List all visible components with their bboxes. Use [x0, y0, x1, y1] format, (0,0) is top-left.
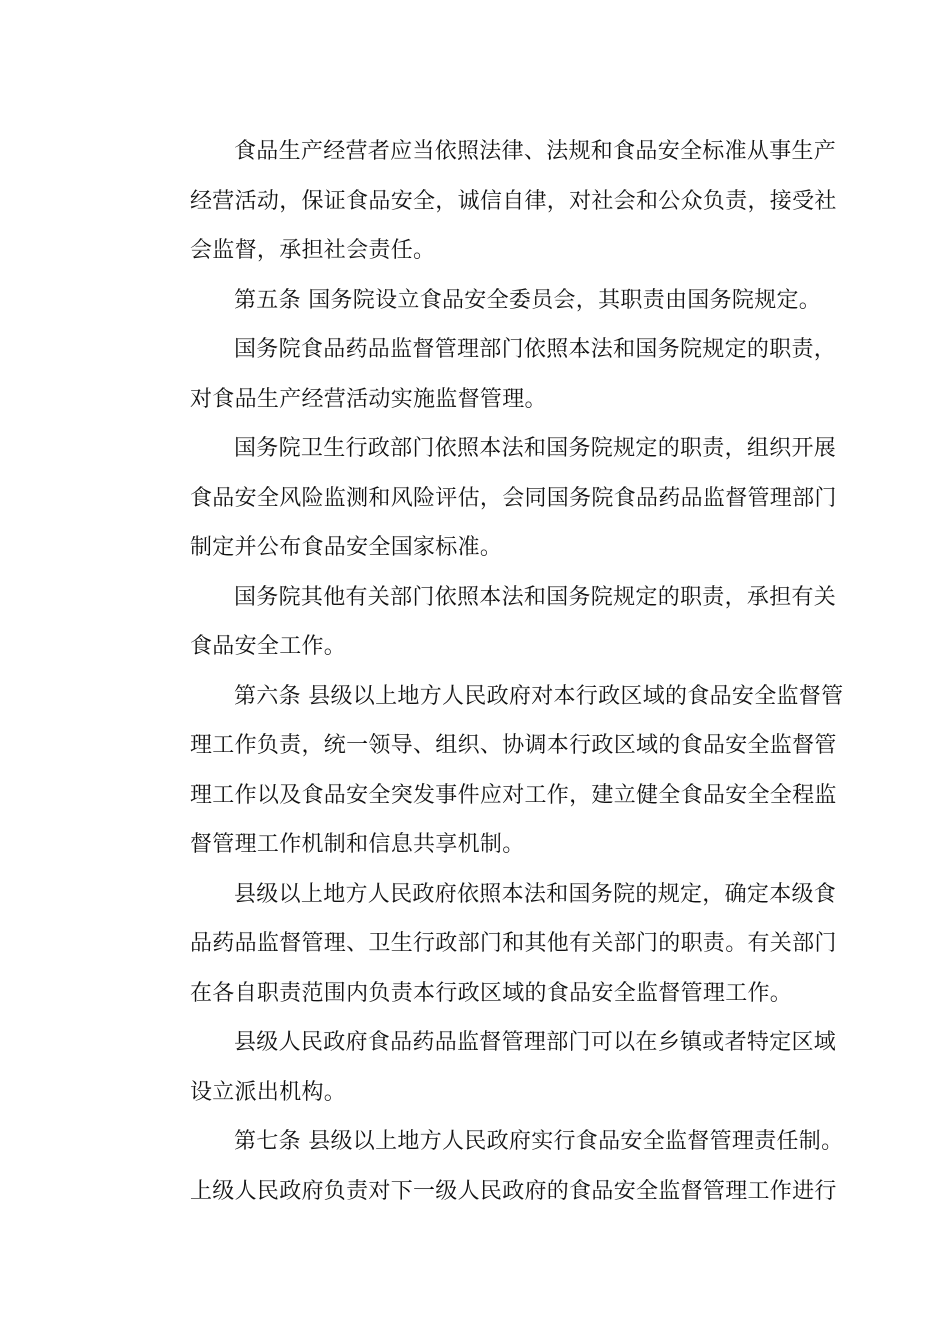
text-line: 理工作以及食品安全突发事件应对工作，建立健全食品安全全程监	[190, 782, 837, 808]
text-line: 县级以上地方人民政府依照本法和国务院的规定，确定本级食	[234, 881, 837, 907]
paragraph	[146, 127, 837, 276]
text-line: 国务院其他有关部门依照本法和国务院规定的职责，承担有关	[234, 584, 837, 610]
text-line: 县级人民政府食品药品监督管理部门可以在乡镇或者特定区域	[234, 1030, 837, 1055]
text-line: 食品安全工作。	[190, 634, 347, 659]
text-line: 理工作负责，统一领导、组织、协调本行政区域的食品安全监督管	[190, 733, 837, 758]
paragraph	[146, 870, 837, 1019]
article-paragraph	[146, 276, 822, 326]
text-line: 在各自职责范围内负责本行政区域的食品安全监督管理工作。	[190, 980, 793, 1006]
paragraph	[146, 424, 837, 573]
text-line: 制定并公布食品安全国家标准。	[190, 535, 503, 560]
paragraph	[146, 573, 837, 672]
text-line: 食品安全风险监测和风险评估，会同国务院食品药品监督管理部门	[190, 485, 837, 511]
text-line: 经营活动，保证食品安全，诚信自律，对社会和公众负责，接受社	[190, 188, 837, 214]
text-line: 品药品监督管理、卫生行政部门和其他有关部门的职责。有关部门	[190, 931, 837, 956]
text-line: 对食品生产经营活动实施监督管理。	[190, 386, 547, 412]
paragraph	[146, 325, 837, 424]
text-line: 设立派出机构。	[190, 1079, 347, 1105]
article-paragraph	[146, 672, 844, 870]
text-line: 会监督，承担社会责任。	[190, 238, 436, 263]
text-line: 第六条 县级以上地方人民政府对本行政区域的食品安全监督管	[234, 683, 844, 709]
paragraph	[146, 1018, 837, 1117]
text-line: 国务院食品药品监督管理部门依照本法和国务院规定的职责，	[234, 337, 837, 362]
text-line: 第五条 国务院设立食品安全委员会，其职责由国务院规定。	[234, 287, 822, 313]
text-line: 督管理工作机制和信息共享机制。	[190, 832, 525, 857]
document-body	[146, 127, 844, 1216]
text-line: 食品生产经营者应当依照法律、法规和食品安全标准从事生产	[234, 139, 837, 164]
article-paragraph	[146, 1117, 844, 1216]
text-line: 上级人民政府负责对下一级人民政府的食品安全监督管理工作进行	[190, 1178, 837, 1204]
text-line: 国务院卫生行政部门依照本法和国务院规定的职责，组织开展	[234, 436, 837, 461]
text-line: 第七条 县级以上地方人民政府实行食品安全监督管理责任制。	[234, 1129, 844, 1154]
